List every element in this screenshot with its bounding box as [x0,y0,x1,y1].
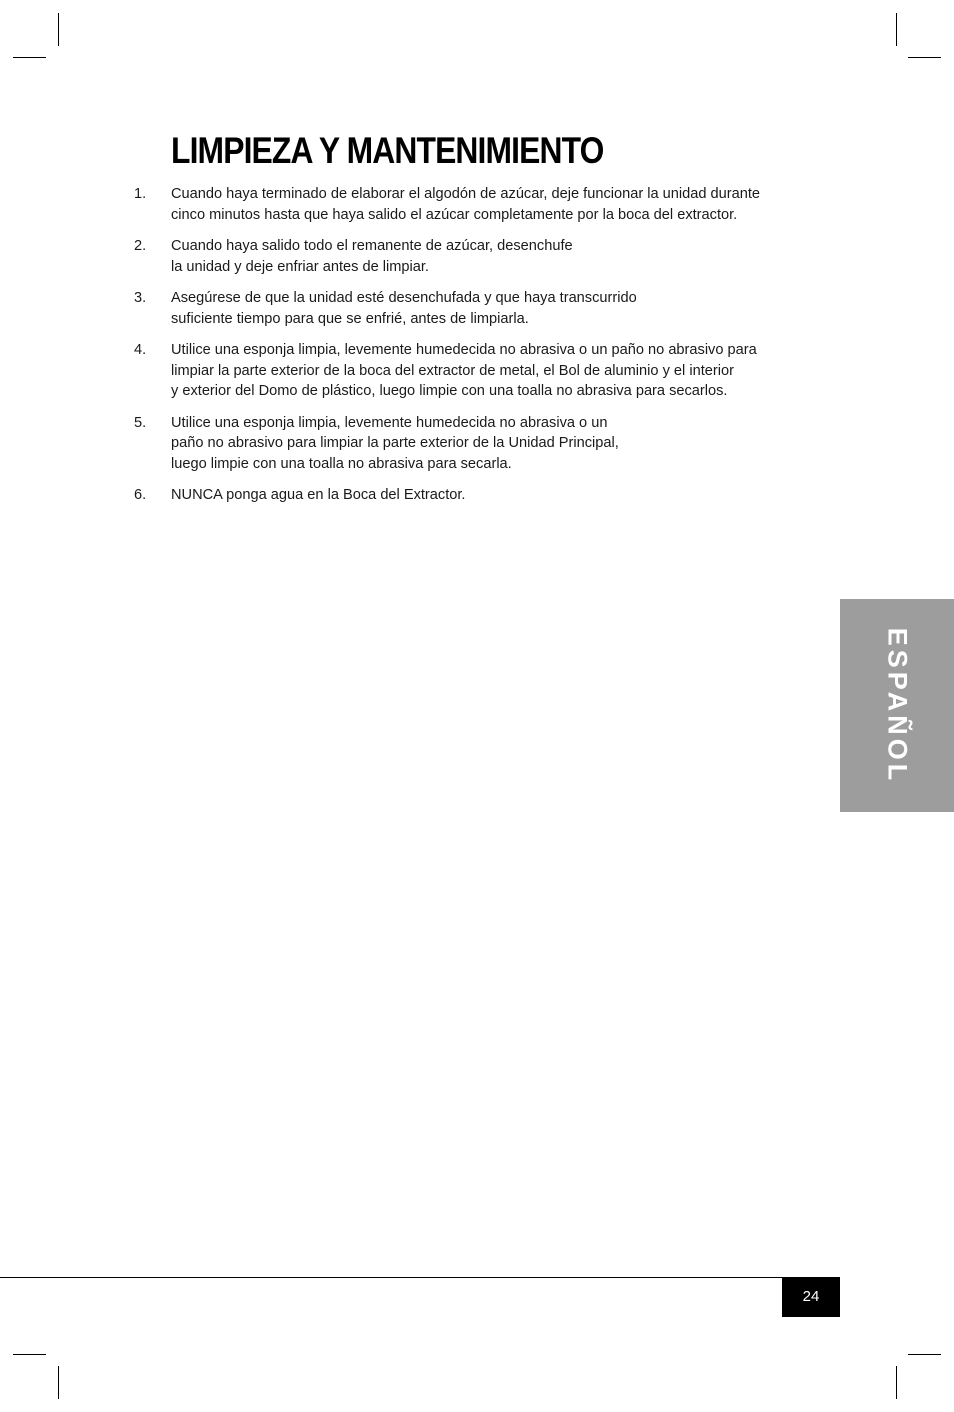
step-number: 5. [134,414,147,431]
step-number: 4. [134,342,147,358]
step-text-line: Cuando haya terminado de elaborar el algodón de azúcar, deje funcionar la unidad durante [171,186,761,202]
list-item [134,340,834,402]
crop-mark [13,1354,46,1355]
list-item [134,184,834,225]
list-item [134,288,834,329]
step-text-line: la unidad y deje enfriar antes de limpiar. [171,258,429,275]
step-text-line: suficiente tiempo para que se enfrié, antes de limpiarla. [171,310,529,327]
step-text-line: Utilice una esponja limpia, levemente humedecida no abrasiva o un [171,414,608,431]
crop-mark [896,13,897,46]
list-item [134,485,834,506]
step-number: 2. [134,238,147,254]
step-text-line: Asegúrese de que la unidad esté desenchufada y que haya transcurrido [171,290,637,306]
list-item [134,413,834,475]
step-text-line: Cuando haya salido todo el remanente de azúcar, desenchufe [171,238,573,254]
page-number: 24 [782,1277,840,1317]
crop-mark [58,13,59,46]
crop-mark [908,1354,941,1355]
list-item [134,236,834,277]
language-tab-label: ESPAÑOL [882,627,913,784]
step-text-line: cinco minutos hasta que haya salido el azúcar completamente por la boca del extractor. [171,206,738,223]
crop-mark [896,1366,897,1399]
step-text-line: NUNCA ponga agua en la Boca del Extractor. [171,487,466,503]
step-number: 3. [134,290,147,306]
cleaning-steps-list [134,184,834,517]
crop-mark [13,57,46,58]
step-text-line: luego limpie con una toalla no abrasiva para secarla. [171,455,512,472]
crop-mark [908,57,941,58]
step-number: 1. [134,186,147,202]
step-number: 6. [134,487,147,503]
language-tab [840,599,954,812]
crop-mark [58,1366,59,1399]
step-text-line: Utilice una esponja limpia, levemente humedecida no abrasiva o un paño no abrasivo para [171,342,757,358]
step-text-line: paño no abrasivo para limpiar la parte exterior de la Unidad Principal, [171,435,619,451]
step-text-line: y exterior del Domo de plástico, luego limpie con una toalla no abrasiva para secarlos. [171,383,728,399]
footer-rule [0,1277,840,1278]
page-title: LIMPIEZA Y MANTENIMIENTO [171,130,604,171]
step-text-line: limpiar la parte exterior de la boca del extractor de metal, el Bol de aluminio y el interior [171,362,734,379]
